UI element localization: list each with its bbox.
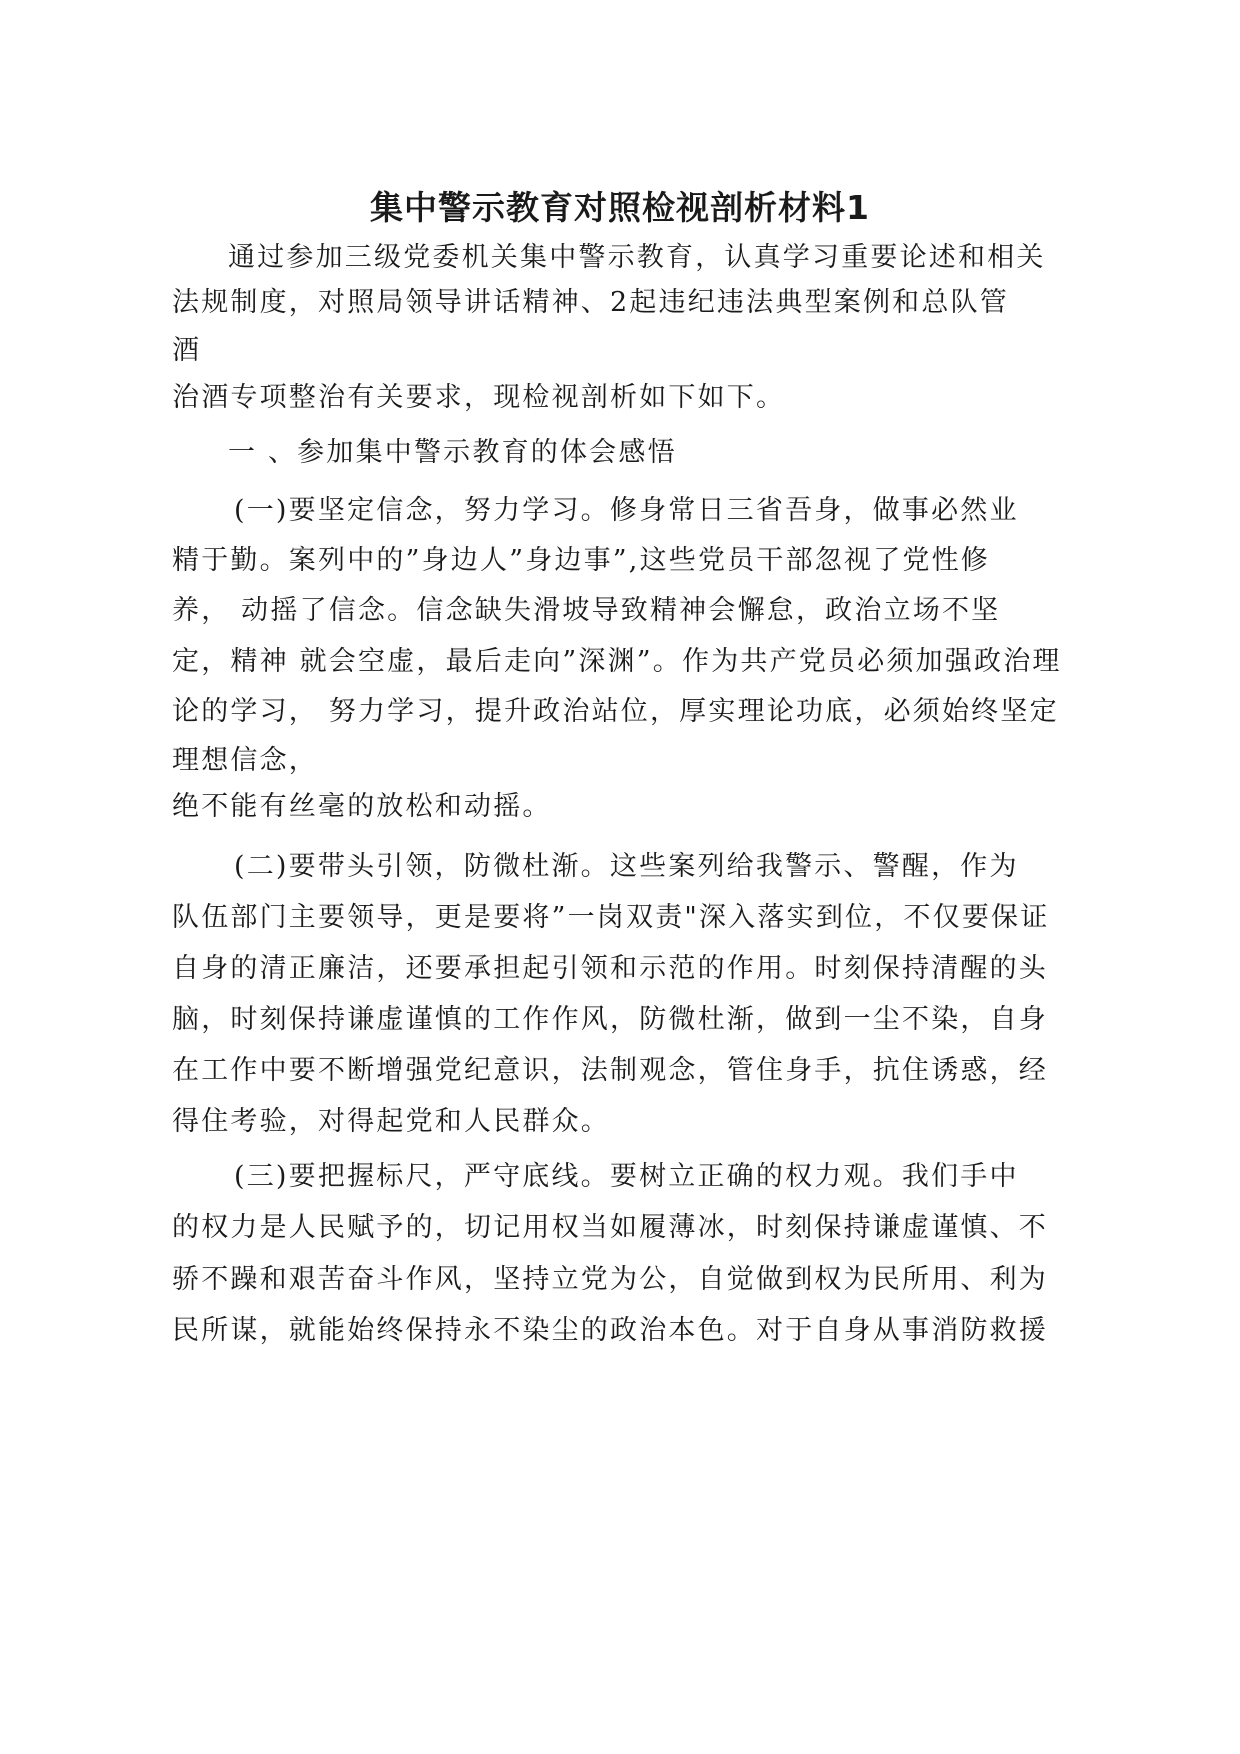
paragraph-line: 绝不能有丝毫的放松和动摇。 — [172, 791, 552, 822]
paragraph-line: (二)要带头引领，防微杜渐。这些案列给我警示、警醒，作为 — [234, 851, 1019, 882]
section-heading: 一 、参加集中警示教育的体会感悟 — [228, 437, 677, 468]
paragraph-line: (三)要把握标尺，严守底线。要树立正确的权力观。我们手中 — [234, 1161, 1019, 1192]
paragraph-line: 养， 动摇了信念。信念缺失滑坡导致精神会懈怠，政治立场不坚 — [172, 595, 1001, 626]
paragraph-line: 脑，时刻保持谦虚谨慎的工作作风，防微杜渐，做到一尘不染，自身 — [172, 1004, 1048, 1035]
paragraph-line: 精于勤。案列中的”身边人”身边事”,这些党员干部忽视了党性修 — [172, 545, 990, 576]
paragraph-line: 队伍部门主要领导，更是要将”一岗双责"深入落实到位，不仅要保证 — [172, 902, 1050, 933]
paragraph-line: 的权力是人民赋予的，切记用权当如履薄冰，时刻保持谦虚谨慎、不 — [172, 1212, 1048, 1243]
paragraph-line: 法规制度，对照局领导讲话精神、2起违纪违法典型案例和总队管 — [172, 287, 1009, 318]
paragraph-line: 论的学习， 努力学习，提升政治站位，厚实理论功底，必须始终坚定 — [172, 696, 1059, 727]
paragraph-line: 得住考验，对得起党和人民群众。 — [172, 1106, 610, 1137]
paragraph-line: 治酒专项整治有关要求，现检视剖析如下如下。 — [172, 382, 786, 413]
paragraph-line: (一)要坚定信念，努力学习。修身常日三省吾身，做事必然业 — [234, 495, 1019, 526]
paragraph-line: 在工作中要不断增强党纪意识，法制观念，管住身手，抗住诱惑，经 — [172, 1055, 1048, 1086]
paragraph-line: 骄不躁和艰苦奋斗作风，坚持立党为公，自觉做到权为民所用、利为 — [172, 1264, 1048, 1295]
paragraph-line: 民所谋，就能始终保持永不染尘的政治本色。对于自身从事消防救援 — [172, 1315, 1048, 1346]
document-title: 集中警示教育对照检视剖析材料1 — [370, 188, 870, 227]
paragraph-line: 理想信念， — [172, 745, 318, 776]
paragraph-line: 自身的清正廉洁，还要承担起引领和示范的作用。时刻保持清醒的头 — [172, 953, 1048, 984]
paragraph-line: 酒 — [172, 335, 202, 366]
paragraph-line: 通过参加三级党委机关集中警示教育，认真学习重要论述和相关 — [228, 242, 1046, 273]
paragraph-line: 定，精神 就会空虚，最后走向”深渊”。作为共产党员必须加强政治理 — [172, 646, 1062, 677]
